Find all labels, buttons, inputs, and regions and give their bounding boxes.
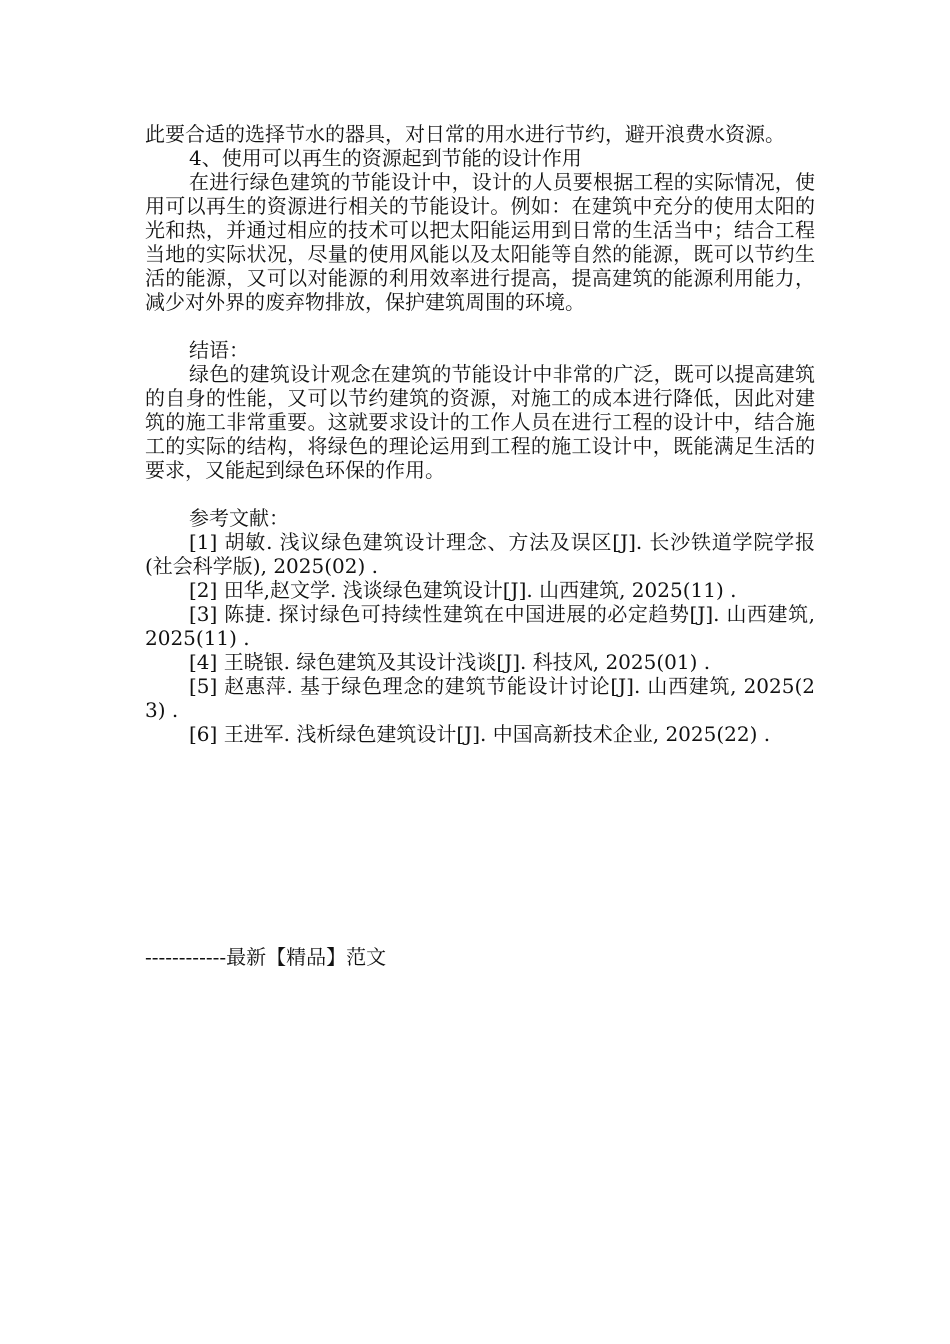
reference-item: [3] 陈捷. 探讨绿色可持续性建筑在中国进展的必定趋势[J]. 山西建筑, 2025(11) .	[145, 602, 815, 650]
reference-item: [5] 赵惠萍. 基于绿色理念的建筑节能设计讨论[J]. 山西建筑, 2025(23) .	[145, 674, 815, 722]
reference-item: [6] 王进军. 浅析绿色建筑设计[J]. 中国高新技术企业, 2025(22) .	[189, 722, 771, 746]
references-heading: 参考文献：	[189, 506, 289, 530]
paragraph-spacer	[145, 314, 815, 338]
body-paragraph: 在进行绿色建筑的节能设计中，设计的人员要根据工程的实际情况，使用可以再生的资源进行相关的节能设计。例如：在建筑中充分的使用太阳的光和热，并通过相应的技术可以把太阳能运用到日常的生活当中；结合工程当地的实际状况，尽量的使用风能以及太阳能等自然的能源，既可以节约生活的能源，又可以对能源的利用效率进行提高，提高建筑的能源利用能力，减少对外界的废弃物排放，保护建筑周围的环境。	[145, 170, 815, 314]
reference-item: [2] 田华,赵文学. 浅谈绿色建筑设计[J]. 山西建筑, 2025(11) .	[189, 578, 737, 602]
conclusion-paragraph: 绿色的建筑设计观念在建筑的节能设计中非常的广泛，既可以提高建筑的自身的性能，又可以节约建筑的资源，对施工的成本进行降低，因此对建筑的施工非常重要。这就要求设计的工作人员在进行工程的设计中，结合施工的实际的结构，将绿色的理论运用到工程的施工设计中，既能满足生活的要求，又能起到绿色环保的作用。	[145, 362, 815, 482]
document-page	[145, 122, 815, 746]
footer-tagline: ------------最新【精品】范文	[145, 945, 387, 969]
reference-item: [4] 王晓银. 绿色建筑及其设计浅谈[J]. 科技风, 2025(01) .	[189, 650, 711, 674]
body-paragraph-continued: 此要合适的选择节水的器具，对日常的用水进行节约，避开浪费水资源。	[145, 122, 785, 146]
paragraph-spacer	[145, 482, 815, 506]
section-heading-4: 4、使用可以再生的资源起到节能的设计作用	[189, 146, 582, 170]
reference-item: [1] 胡敏. 浅议绿色建筑设计理念、方法及误区[J]. 长沙铁道学院学报(社会科学版), 2025(02) .	[145, 530, 815, 578]
conclusion-heading: 结语：	[189, 338, 249, 362]
